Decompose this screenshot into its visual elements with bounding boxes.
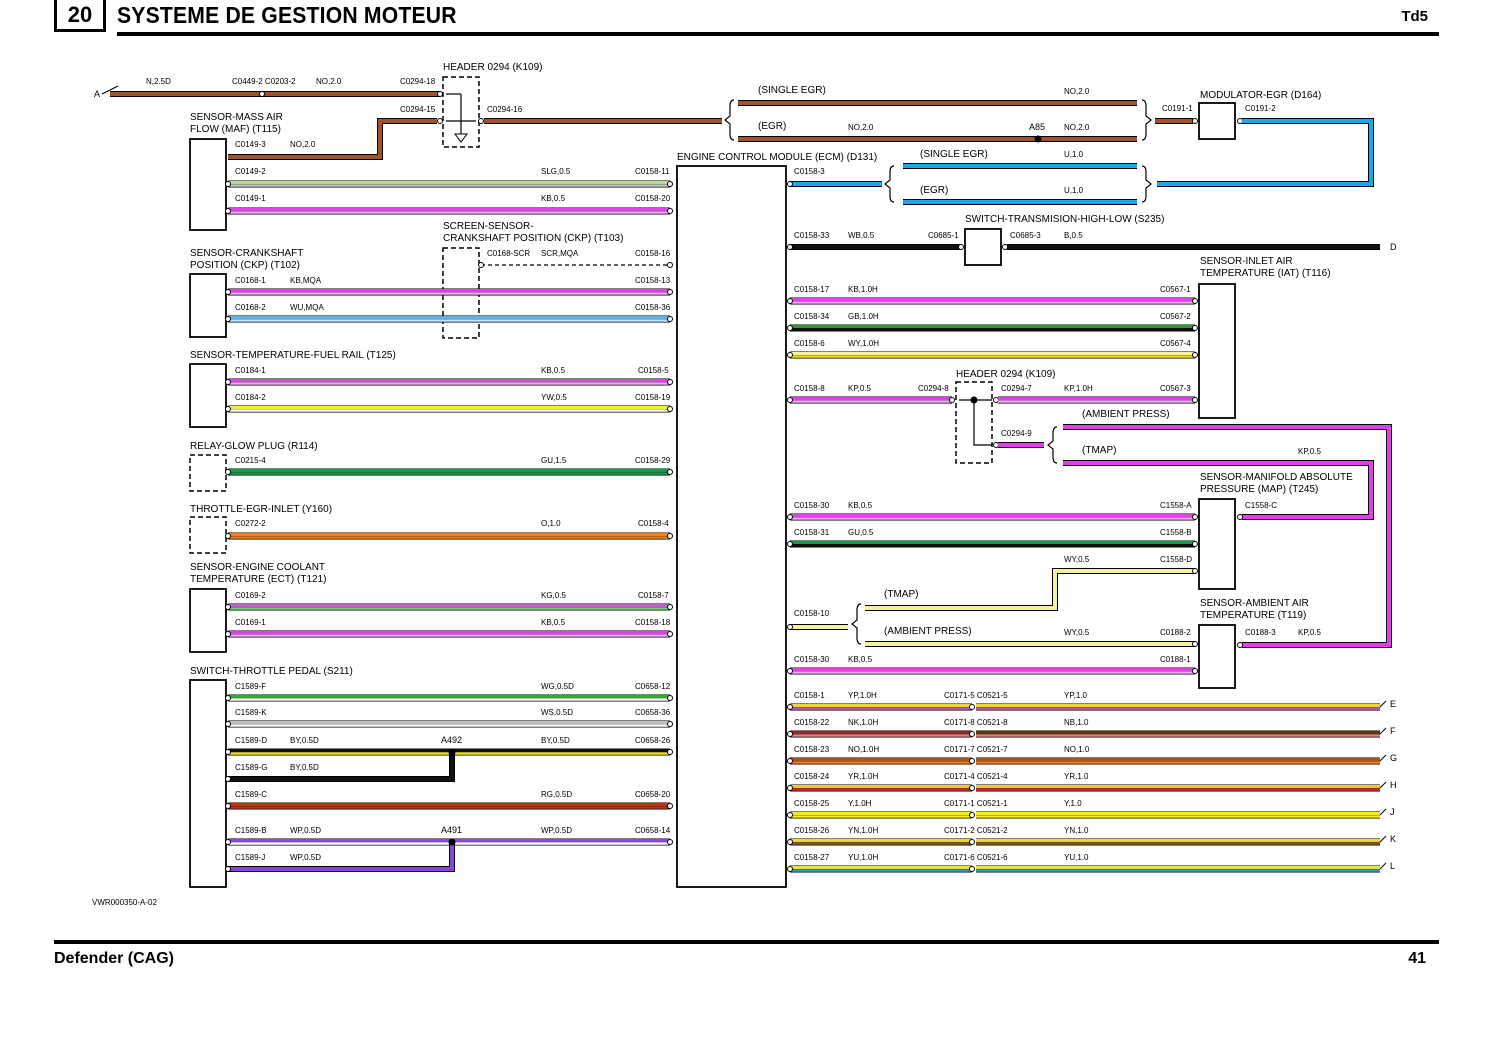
connector-pin: [788, 542, 793, 547]
wire-label: C0168-1: [235, 276, 266, 285]
wire-label: KP,0.5: [1298, 628, 1321, 637]
connector-pin: [1193, 542, 1198, 547]
wire-label: C0567-2: [1160, 312, 1191, 321]
relay-glow-plug-r114: [190, 455, 226, 491]
wire-label: O,1.0: [541, 519, 561, 528]
wire-label: C0158-20: [635, 194, 671, 203]
wire-label: C0158-33: [794, 231, 830, 240]
connector-pin: [668, 840, 673, 845]
connector-pin: [994, 398, 999, 403]
wire-label: KB,0.5: [541, 366, 566, 375]
footer-rule: [54, 940, 1439, 944]
connector-pin: [788, 326, 793, 331]
connector-pin: [788, 299, 793, 304]
connector-pin: [226, 867, 231, 872]
wire-label: NO,1.0: [1064, 745, 1090, 754]
wire-label: C0158-17: [794, 285, 830, 294]
component-label: RELAY-GLOW PLUG (R114): [190, 441, 318, 452]
connector-pin: [788, 813, 793, 818]
wire-label: YW,0.5: [541, 393, 567, 402]
variant-brace: [1142, 166, 1151, 202]
wire-label: C0658-20: [635, 790, 671, 799]
wire-label: Y,1.0H: [848, 799, 872, 808]
wire-label: U,1.0: [1064, 186, 1084, 195]
wire-label: C0158-11: [635, 167, 670, 176]
wire-label: BY,0.5D: [290, 763, 319, 772]
throttle-egr-inlet-y160: [190, 517, 226, 553]
edge-label-d: D: [1390, 242, 1397, 252]
variant-label: (AMBIENT PRESS): [1082, 409, 1170, 420]
wire-label: NK,1.0H: [848, 718, 879, 727]
wire-label: C0171-1 C0521-1: [944, 799, 1008, 808]
wire-label: C1589-B: [235, 826, 267, 835]
wire-label: GB,1.0H: [848, 312, 879, 321]
wire-label: C0191-1: [1162, 104, 1193, 113]
wire-label: C0158-26: [794, 826, 830, 835]
wire-label: KB,0.5: [541, 194, 566, 203]
connector-pin: [970, 867, 975, 872]
wire-label: YN,1.0H: [848, 826, 879, 835]
connector-pin: [1238, 515, 1243, 520]
wire-label: C1558-D: [1160, 555, 1193, 564]
wire-label: C0158-10: [794, 609, 830, 618]
connector-pin: [226, 209, 231, 214]
wire-label: C0158-22: [794, 718, 830, 727]
component-label: SWITCH-THROTTLE PEDAL (S211): [190, 666, 353, 677]
connector-pin: [1193, 515, 1198, 520]
wire-label: Y,1.0: [1064, 799, 1082, 808]
connector-pin: [668, 182, 673, 187]
sensor-maf-t115: [190, 139, 226, 230]
component-label: SENSOR-MASS AIR: [190, 112, 283, 123]
variant-label: (SINGLE EGR): [920, 149, 988, 160]
connector-pin: [788, 786, 793, 791]
wire-label: WY,0.5: [1064, 628, 1090, 637]
wire-label: C0158-30: [794, 501, 830, 510]
wire-label: C0294-16: [487, 105, 523, 114]
sensor-map-t245: [1199, 499, 1235, 589]
connector-pin: [1193, 299, 1198, 304]
connector-pin: [479, 263, 484, 268]
sensor-ckp-t102: [190, 274, 226, 337]
wire-label: C0294-18: [400, 77, 436, 86]
connector-pin: [226, 534, 231, 539]
wire-label: NO,2.0: [290, 140, 316, 149]
component-label: SENSOR-CRANKSHAFT: [190, 248, 304, 259]
wire-label: C0171-5 C0521-5: [944, 691, 1008, 700]
wire-label: C0567-3: [1160, 384, 1191, 393]
connector-pin: [226, 470, 231, 475]
section-number: 20: [54, 0, 106, 32]
switch-throttle-pedal-s211: [190, 680, 226, 887]
connector-pin: [668, 470, 673, 475]
connector-pin: [788, 353, 793, 358]
wire-label: YR,1.0: [1064, 772, 1089, 781]
wire-label: C0188-2: [1160, 628, 1191, 637]
wire-label: C0149-3: [235, 140, 266, 149]
connector-pin: [1238, 643, 1243, 648]
wire-label: C1558-B: [1160, 528, 1192, 537]
connector-pin: [226, 380, 231, 385]
connector-pin: [1003, 245, 1008, 250]
wire-label: WU,MQA: [290, 303, 324, 312]
wire-label: C0158-3: [794, 167, 825, 176]
component-label: HEADER 0294 (K109): [956, 369, 1056, 380]
page-title: SYSTEME DE GESTION MOTEUR: [117, 2, 457, 28]
edge-label: E: [1390, 699, 1397, 709]
wire-label: C1589-C: [235, 790, 268, 799]
wire-label: C0168-2: [235, 303, 266, 312]
variant-label: (TMAP): [1082, 445, 1117, 456]
connector-pin: [226, 696, 231, 701]
variant-label: (SINGLE EGR): [758, 85, 826, 96]
wire-label: WS,0.5D: [541, 708, 574, 717]
wire-label: RG,0.5D: [541, 790, 573, 799]
wire-label: WY,1.0H: [848, 339, 879, 348]
connector-pin: [1193, 569, 1198, 574]
connector-pin: [226, 317, 231, 322]
connector-pin: [788, 705, 793, 710]
connector-pin: [959, 245, 964, 250]
connector-pin: [668, 290, 673, 295]
wire-label: C0171-8 C0521-8: [944, 718, 1008, 727]
wire-label: C0158-6: [794, 339, 825, 348]
edge-mark: [1380, 836, 1386, 842]
wire-label: C0685-1: [928, 231, 959, 240]
sensor-ect-t121: [190, 589, 226, 652]
connector-pin: [226, 750, 231, 755]
edge-mark: [1380, 755, 1386, 761]
connector-pin: [1193, 353, 1198, 358]
connector-pin: [226, 804, 231, 809]
connector-pin: [226, 840, 231, 845]
connector-pin: [438, 119, 443, 124]
component-label: PRESSURE (MAP) (T245): [1200, 484, 1319, 495]
wire-label: WY,0.5: [1064, 555, 1090, 564]
splice-dot: [971, 397, 978, 404]
wire-label: C0158-24: [794, 772, 830, 781]
wire-label: NB,1.0: [1064, 718, 1089, 727]
wire-label: NO,2.0: [316, 77, 342, 86]
splice-a491: A491: [441, 825, 463, 835]
component-label: SENSOR-MANIFOLD ABSOLUTE: [1200, 472, 1353, 483]
component-label: SENSOR-ENGINE COOLANT: [190, 562, 326, 573]
variant-label: (TMAP): [884, 589, 919, 600]
wire-label: C0158-19: [635, 393, 671, 402]
wire-label: C0158-25: [794, 799, 830, 808]
wire-label: U,1.0: [1064, 150, 1084, 159]
wire-label: C1589-K: [235, 708, 267, 717]
wire-label: B,0.5: [1064, 231, 1083, 240]
component-label: SENSOR-TEMPERATURE-FUEL RAIL (T125): [190, 350, 396, 361]
wire-label: C0658-36: [635, 708, 671, 717]
splice-dot: [449, 749, 456, 756]
wire-label: C0158-30: [794, 655, 830, 664]
component-label: FLOW (MAF) (T115): [190, 124, 281, 135]
wire-label: YU,1.0H: [848, 853, 879, 862]
sensor-iat-t116: [1199, 284, 1235, 418]
wire-label: SLG,0.5: [541, 167, 571, 176]
wire-label: C0158-13: [635, 276, 671, 285]
connector-pin: [438, 92, 443, 97]
wire-label: C1589-G: [235, 763, 268, 772]
connector-pin: [668, 696, 673, 701]
connector-pin: [970, 732, 975, 737]
component-label: HEADER 0294 (K109): [443, 62, 543, 73]
component-label: TEMPERATURE (IAT) (T116): [1200, 268, 1331, 279]
wire-label: C0158-36: [635, 303, 671, 312]
wire-label: YR,1.0H: [848, 772, 879, 781]
component-label: SCREEN-SENSOR-: [443, 221, 534, 232]
connector-pin: [994, 443, 999, 448]
wire-label: KB,1.0H: [848, 285, 878, 294]
connector-pin: [788, 669, 793, 674]
page-number: 41: [1408, 950, 1426, 967]
component-label: SWITCH-TRANSMISION-HIGH-LOW (S235): [965, 214, 1165, 225]
edge-label: J: [1390, 807, 1395, 817]
edge-label: H: [1390, 780, 1397, 790]
connector-pin: [788, 515, 793, 520]
wire-label: C0658-26: [635, 736, 671, 745]
edge-label: G: [1390, 753, 1398, 763]
wire-label: NO,2.0: [1064, 87, 1090, 96]
connector-pin: [668, 263, 673, 268]
connector-pin: [668, 605, 673, 610]
connector-pin: [1238, 119, 1243, 124]
wire-label: WP,0.5D: [541, 826, 572, 835]
connector-pin: [788, 182, 793, 187]
connector-pin: [668, 632, 673, 637]
connector-pin: [950, 398, 955, 403]
wire-label: C0294-15: [400, 105, 436, 114]
wire-label: KG,0.5: [541, 591, 566, 600]
modulator-egr-d164: [1199, 103, 1235, 139]
variant-brace: [852, 604, 861, 644]
wire-label: WP,0.5D: [290, 853, 321, 862]
connector-pin: [1193, 398, 1198, 403]
component-label: MODULATOR-EGR (D164): [1200, 90, 1322, 101]
connector-pin: [226, 182, 231, 187]
wire-label: C0169-1: [235, 618, 266, 627]
wire-label: C0149-2: [235, 167, 266, 176]
connector-pin: [226, 605, 231, 610]
component-label: THROTTLE-EGR-INLET (Y160): [190, 504, 333, 515]
wire-label: C0158-23: [794, 745, 830, 754]
wire-label: NO,1.0H: [848, 745, 880, 754]
wire-label: KP,0.5: [848, 384, 871, 393]
component-label: TEMPERATURE (T119): [1200, 610, 1307, 621]
wire-label: C0158-34: [794, 312, 830, 321]
connector-pin: [668, 317, 673, 322]
wire-label: C0272-2: [235, 519, 266, 528]
wire-label: KB,0.5: [541, 618, 566, 627]
component-label: CRANKSHAFT POSITION (CKP) (T103): [443, 233, 624, 244]
wire-label: C0658-12: [635, 682, 671, 691]
wire-label: C0158-5: [638, 366, 669, 375]
edge-label-a: A: [94, 89, 101, 99]
connector-pin: [788, 867, 793, 872]
connector-pin: [226, 777, 231, 782]
component-label: POSITION (CKP) (T102): [190, 260, 301, 271]
wire-label: BY,0.5D: [290, 736, 319, 745]
connector-pin: [226, 632, 231, 637]
connector-pin: [668, 750, 673, 755]
wire-label: C0149-1: [235, 194, 266, 203]
wire-label: KP,0.5: [1298, 447, 1321, 456]
wire-label: C0294-9: [1001, 429, 1032, 438]
wire-label: C0567-4: [1160, 339, 1191, 348]
splice-a85: A85: [1029, 122, 1046, 132]
wire-label: C1558-C: [1245, 501, 1278, 510]
connector-pin: [260, 92, 265, 97]
wire-label: GU,1.5: [541, 456, 567, 465]
connector-pin: [970, 813, 975, 818]
variant-label: (EGR): [758, 121, 787, 132]
wire-label: YP,1.0: [1064, 691, 1087, 700]
wire-label: BY,0.5D: [541, 736, 570, 745]
wire-label: C0168-SCR: [487, 249, 531, 258]
connector-pin: [668, 722, 673, 727]
wire-label: C0658-14: [635, 826, 671, 835]
wire-label: SCR,MQA: [541, 249, 579, 258]
connector-pin: [970, 759, 975, 764]
wire-label: YN,1.0: [1064, 826, 1089, 835]
drawing-reference: VWR000350-A-02: [92, 898, 157, 907]
edge-mark: [1380, 701, 1386, 707]
connector-pin: [788, 732, 793, 737]
edge-mark: [1380, 863, 1386, 869]
component-label: ENGINE CONTROL MODULE (ECM) (D131): [677, 152, 878, 163]
vehicle-name: Defender (CAG): [54, 950, 175, 967]
connector-pin: [479, 119, 484, 124]
wire-label: KB,0.5: [848, 655, 873, 664]
connector-pin: [970, 786, 975, 791]
connector-pin: [1193, 669, 1198, 674]
wire-label: C1589-D: [235, 736, 268, 745]
edge-label: F: [1390, 726, 1396, 736]
connector-pin: [668, 407, 673, 412]
ecm-d131: [677, 166, 786, 887]
wire-label: C0158-1: [794, 691, 825, 700]
wire-label: C0294-7: [1001, 384, 1032, 393]
wire-label: C0158-31: [794, 528, 830, 537]
connector-pin: [668, 209, 673, 214]
wire-label: N,2.5D: [146, 77, 171, 86]
connector-pin: [668, 804, 673, 809]
connector-pin: [668, 380, 673, 385]
wire-label: C0158-18: [635, 618, 671, 627]
wire-label: C0294-8: [918, 384, 949, 393]
wire-label: YU,1.0: [1064, 853, 1089, 862]
splice-a492: A492: [441, 735, 463, 745]
variant-brace: [1142, 100, 1151, 140]
wire-label: C0158-7: [638, 591, 669, 600]
connector-pin: [226, 722, 231, 727]
wire-label: C0567-1: [1160, 285, 1191, 294]
component-label: SENSOR-AMBIENT AIR: [1200, 598, 1309, 609]
connector-pin: [788, 759, 793, 764]
connector-pin: [226, 407, 231, 412]
connector-pin: [788, 840, 793, 845]
wire-label: WB,0.5: [848, 231, 875, 240]
variant-brace: [1048, 427, 1057, 463]
splice-dot: [1035, 136, 1042, 143]
wire-label: C0449-2 C0203-2: [232, 77, 296, 86]
variant-label: (AMBIENT PRESS): [884, 626, 972, 637]
wire-label: NO,2.0: [848, 123, 874, 132]
variant-brace: [885, 166, 894, 202]
wire-label: C0171-2 C0521-2: [944, 826, 1008, 835]
wire-label: C0158-29: [635, 456, 671, 465]
sensor-ambient-air-t119: [1199, 625, 1235, 688]
connector-pin: [788, 245, 793, 250]
connector-pin: [788, 625, 793, 630]
edge-mark: [1380, 728, 1386, 734]
component-label: SENSOR-INLET AIR: [1200, 256, 1293, 267]
edge-mark: [1380, 782, 1386, 788]
wire-label: WP,0.5D: [290, 826, 321, 835]
wire-label: C0685-3: [1010, 231, 1041, 240]
component-label: TEMPERATURE (ECT) (T121): [190, 574, 327, 585]
switch-transmission-s235: [965, 229, 1001, 265]
wire-label: C0184-2: [235, 393, 266, 402]
wire-label: C0158-8: [794, 384, 825, 393]
variant-brace: [725, 100, 734, 140]
wire-label: KB,MQA: [290, 276, 322, 285]
wire-label: KB,0.5: [848, 501, 873, 510]
wire-label: YP,1.0H: [848, 691, 877, 700]
wire-label: C0158-16: [635, 249, 671, 258]
wire-label: C0171-4 C0521-4: [944, 772, 1008, 781]
wire-label: KP,1.0H: [1064, 384, 1093, 393]
wire-label: C1558-A: [1160, 501, 1192, 510]
wire-label: WG,0.5D: [541, 682, 574, 691]
connector-pin: [1193, 642, 1198, 647]
wire-label: C0184-1: [235, 366, 266, 375]
edge-label: K: [1390, 834, 1397, 844]
sensor-fuel-rail-t125: [190, 364, 226, 427]
connector-pin: [970, 705, 975, 710]
wire-label: NO,2.0: [1064, 123, 1090, 132]
variant-label: (EGR): [920, 185, 949, 196]
connector-pin: [668, 534, 673, 539]
edge-mark: [1380, 809, 1386, 815]
wire-label: C0169-2: [235, 591, 266, 600]
wire-label: C0158-27: [794, 853, 830, 862]
connector-pin: [970, 840, 975, 845]
wire-modulator-signal-outline: [1157, 121, 1371, 184]
wire-label: C0171-6 C0521-6: [944, 853, 1008, 862]
wire-label: C0171-7 C0521-7: [944, 745, 1008, 754]
connector-pin: [1193, 326, 1198, 331]
wire-modulator-signal: [1157, 121, 1371, 184]
wire-label: GU,0.5: [848, 528, 874, 537]
wire-label: C0191-2: [1245, 104, 1276, 113]
edge-label: L: [1390, 861, 1396, 871]
connector-pin: [1193, 119, 1198, 124]
wire-label: C1589-F: [235, 682, 267, 691]
wire-label: C0158-4: [638, 519, 669, 528]
splice-dot: [449, 839, 456, 846]
connector-pin: [226, 290, 231, 295]
wire-label: C1589-J: [235, 853, 266, 862]
wire-label: C0188-1: [1160, 655, 1191, 664]
wire-label: C0188-3: [1245, 628, 1276, 637]
wire-label: C0215-4: [235, 456, 266, 465]
connector-pin: [788, 398, 793, 403]
engine-code: Td5: [1401, 8, 1428, 25]
